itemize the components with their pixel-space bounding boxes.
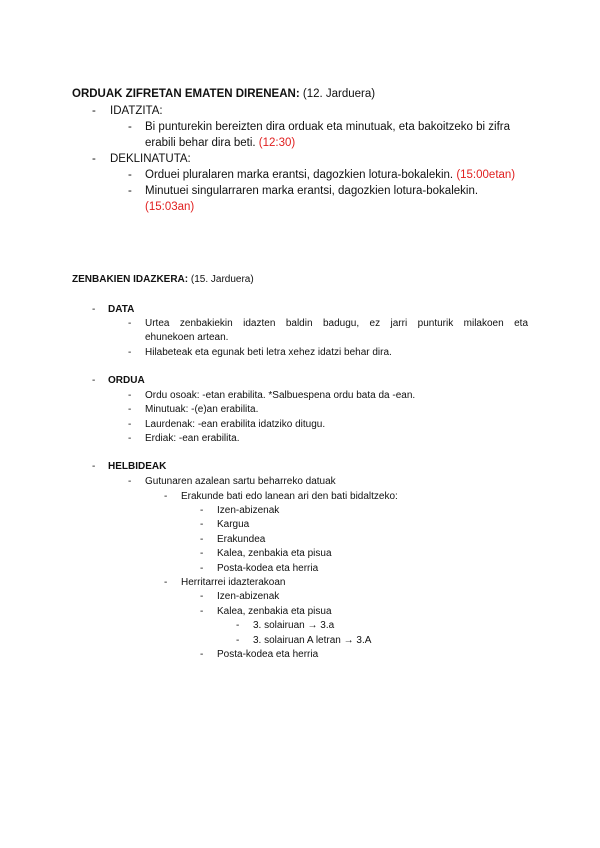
list-dash: - xyxy=(128,169,132,181)
list-dash: - xyxy=(128,185,132,197)
deklinatuta-item2-text: Minutuei singularraren marka erantsi, dagozkien lotura-bokalekin. xyxy=(145,185,479,197)
list-dash: - xyxy=(164,491,168,502)
list-dash: - xyxy=(200,563,204,574)
list-dash: - xyxy=(128,419,132,430)
list-dash: - xyxy=(200,534,204,545)
list-dash: - xyxy=(128,390,132,401)
list-dash: - xyxy=(128,347,132,358)
helbideak-intro: Gutunaren azalean sartu beharreko datuak xyxy=(145,476,336,487)
helbideak-label: HELBIDEAK xyxy=(108,461,167,472)
section1-heading xyxy=(72,88,375,100)
list-dash: - xyxy=(200,649,204,660)
ordua-item: Laurdenak: -ean erabilita idatziko ditugu. xyxy=(145,419,326,430)
data-label: DATA xyxy=(108,304,135,315)
ordua-item: Minutuak: -(e)an erabilita. xyxy=(145,404,259,415)
deklinatuta-item1-example: (15:00etan) xyxy=(456,169,516,181)
list-dash: - xyxy=(128,121,132,133)
data-item2: Hilabeteak eta egunak beti letra xehez idatzi behar dira. xyxy=(145,347,392,358)
list-dash: - xyxy=(200,591,204,602)
erakunde-item: Kalea, zenbakia eta pisua xyxy=(217,548,332,559)
section1-activity: (12. Jarduera) xyxy=(302,88,376,100)
list-dash: - xyxy=(92,304,96,315)
idatzita-item1-line2 xyxy=(145,135,295,151)
idatzita-item1-example: (12:30) xyxy=(258,137,296,149)
erakunde-item: Kargua xyxy=(217,519,250,530)
list-dash: - xyxy=(92,375,96,386)
herritarrei-subitem: 3. solairuan A letran → 3.A xyxy=(253,635,372,646)
data-item1-line1: Urtea zenbakiekin idazten baldin badugu, ez jarri punturik milakoen eta xyxy=(145,318,528,329)
list-dash: - xyxy=(92,105,96,117)
list-dash: - xyxy=(200,606,204,617)
deklinatuta-item1-text: Orduei pluralaren marka erantsi, dagozkien lotura-bokalekin. xyxy=(145,169,454,181)
list-dash: - xyxy=(200,519,204,530)
herritarrei-item3: Posta-kodea eta herria xyxy=(217,649,319,660)
list-dash: - xyxy=(92,461,96,472)
list-dash: - xyxy=(128,433,132,444)
list-dash: - xyxy=(200,548,204,559)
list-dash: - xyxy=(128,476,132,487)
herritarrei-label: Herritarrei idazterakoan xyxy=(181,577,286,588)
deklinatuta-item1 xyxy=(145,167,515,183)
erakunde-item: Posta-kodea eta herria xyxy=(217,563,319,574)
ordua-item: Ordu osoak: -etan erabilita. *Salbuespena ordu bata da -ean. xyxy=(145,390,416,401)
data-item1-line2: ehunekoen artean. xyxy=(145,332,229,343)
list-dash: - xyxy=(128,318,132,329)
idatzita-item1-line1: Bi punturekin bereizten dira orduak eta minutuak, eta bakoitzeko bi zifra xyxy=(145,121,511,133)
deklinatuta-label: DEKLINATUTA: xyxy=(110,153,191,165)
ordua-item: Erdiak: -ean erabilita. xyxy=(145,433,240,444)
list-dash: - xyxy=(236,620,240,631)
idatzita-item1-text: erabili behar dira beti. xyxy=(145,137,256,149)
erakunde-label: Erakunde bati edo lanean ari den bati bidaltzeko: xyxy=(181,491,398,502)
list-dash: - xyxy=(200,505,204,516)
section2-activity: (15. Jarduera) xyxy=(190,274,254,285)
list-dash: - xyxy=(92,153,96,165)
herritarrei-item1: Izen-abizenak xyxy=(217,591,280,602)
ordua-label: ORDUA xyxy=(108,375,145,386)
section2-title: ZENBAKIEN IDAZKERA: xyxy=(72,274,189,285)
erakunde-item: Erakundea xyxy=(217,534,266,545)
list-dash: - xyxy=(164,577,168,588)
deklinatuta-item2-example: (15:03an) xyxy=(145,201,195,213)
erakunde-item: Izen-abizenak xyxy=(217,505,280,516)
idatzita-label: IDATZITA: xyxy=(110,105,163,117)
herritarrei-subitem: 3. solairuan → 3.a xyxy=(253,620,335,631)
list-dash: - xyxy=(236,635,240,646)
section1-title: ORDUAK ZIFRETAN EMATEN DIRENEAN: xyxy=(72,88,300,100)
list-dash: - xyxy=(128,404,132,415)
section2-heading xyxy=(72,274,254,285)
herritarrei-item2: Kalea, zenbakia eta pisua xyxy=(217,606,332,617)
